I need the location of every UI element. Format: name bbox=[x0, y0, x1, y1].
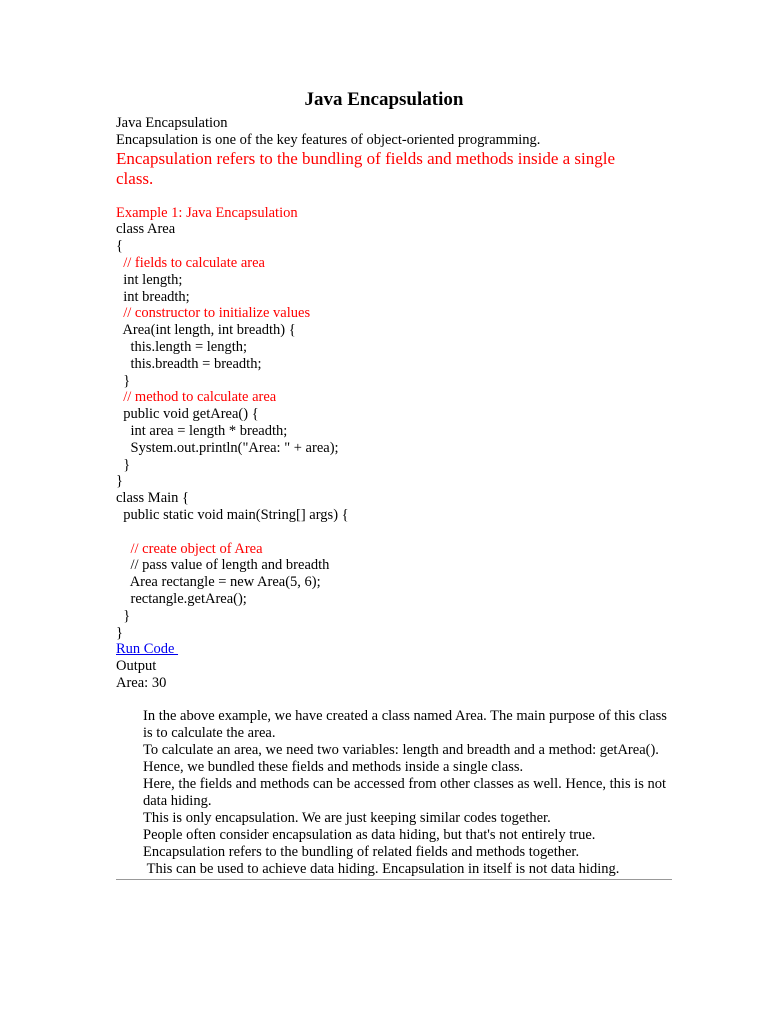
code-line: // pass value of length and breadth bbox=[116, 557, 330, 574]
bullet-icon bbox=[116, 708, 143, 742]
bullet-text: To calculate an area, we need two variables: length and breadth and a method: getArea(). Hence, we bundled these fields and methods inside a single class. bbox=[143, 741, 663, 775]
code-line: { bbox=[116, 238, 123, 255]
code-line: Area(int length, int breadth) { bbox=[116, 322, 296, 339]
list-item bbox=[116, 827, 672, 844]
code-comment-line: // fields to calculate area bbox=[116, 254, 265, 271]
code-line: class Area bbox=[116, 221, 176, 238]
bullet-icon bbox=[116, 861, 143, 878]
bullet-text: People often consider encapsulation as data hiding, but that's not entirely true. bbox=[143, 826, 596, 843]
bullet-icon bbox=[116, 742, 143, 776]
code-line: } bbox=[116, 624, 123, 641]
code-comment-line: // method to calculate area bbox=[116, 389, 277, 406]
code-line: System.out.println("Area: " + area); bbox=[116, 439, 339, 456]
code-comment-line: // constructor to initialize values bbox=[116, 305, 311, 322]
bullet-text: Here, the fields and methods can be accessed from other classes as well. Hence, this is not data hiding. bbox=[143, 775, 670, 809]
code-comment-line: // create object of Area bbox=[116, 540, 263, 557]
bullet-icon bbox=[116, 776, 143, 810]
example-heading: Example 1: Java Encapsulation bbox=[116, 204, 298, 221]
code-line: int area = length * breadth; bbox=[116, 422, 288, 439]
code-line: int breadth; bbox=[116, 288, 190, 305]
code-line bbox=[116, 524, 676, 541]
bullet-icon bbox=[116, 810, 143, 827]
bullet-list bbox=[116, 708, 672, 880]
code-line: this.breadth = breadth; bbox=[116, 355, 262, 372]
bullet-text: Encapsulation refers to the bundling of related fields and methods together. bbox=[143, 843, 580, 860]
code-line: } bbox=[116, 456, 131, 473]
list-item bbox=[116, 708, 672, 742]
code-line: class Main { bbox=[116, 490, 190, 507]
highlight-text: Encapsulation refers to the bundling of fields and methods inside a single class. bbox=[116, 148, 616, 188]
output-label: Output bbox=[116, 658, 157, 675]
subtitle: Java Encapsulation bbox=[116, 115, 228, 131]
run-code-link[interactable]: Run Code bbox=[116, 641, 179, 658]
code-line: this.length = length; bbox=[116, 338, 248, 355]
bullet-icon bbox=[116, 844, 143, 861]
bullet-icon bbox=[116, 827, 143, 844]
code-block bbox=[116, 221, 676, 641]
code-line: rectangle.getArea(); bbox=[116, 590, 247, 607]
bullet-text: This is only encapsulation. We are just keeping similar codes together. bbox=[143, 809, 551, 826]
code-line: } bbox=[116, 473, 123, 490]
list-item bbox=[116, 844, 672, 861]
document-page bbox=[116, 88, 676, 880]
code-line: } bbox=[116, 607, 131, 624]
page-title: Java Encapsulation bbox=[304, 89, 464, 110]
code-line: Area rectangle = new Area(5, 6); bbox=[116, 574, 321, 591]
list-item bbox=[116, 861, 672, 878]
output-value: Area: 30 bbox=[116, 674, 167, 691]
bullet-text: This can be used to achieve data hiding. Encapsulation in itself is not data hiding. bbox=[143, 860, 620, 877]
list-item bbox=[116, 810, 672, 827]
code-line: int length; bbox=[116, 271, 183, 288]
intro-text: Encapsulation is one of the key features of object-oriented programming. bbox=[116, 131, 541, 148]
bullet-text: In the above example, we have created a class named Area. The main purpose of this class is to calculate the area. bbox=[143, 707, 671, 741]
code-line: public void getArea() { bbox=[116, 406, 259, 423]
code-line: } bbox=[116, 372, 131, 389]
code-line: public static void main(String[] args) { bbox=[116, 506, 349, 523]
list-item bbox=[116, 776, 672, 810]
list-item bbox=[116, 742, 672, 776]
